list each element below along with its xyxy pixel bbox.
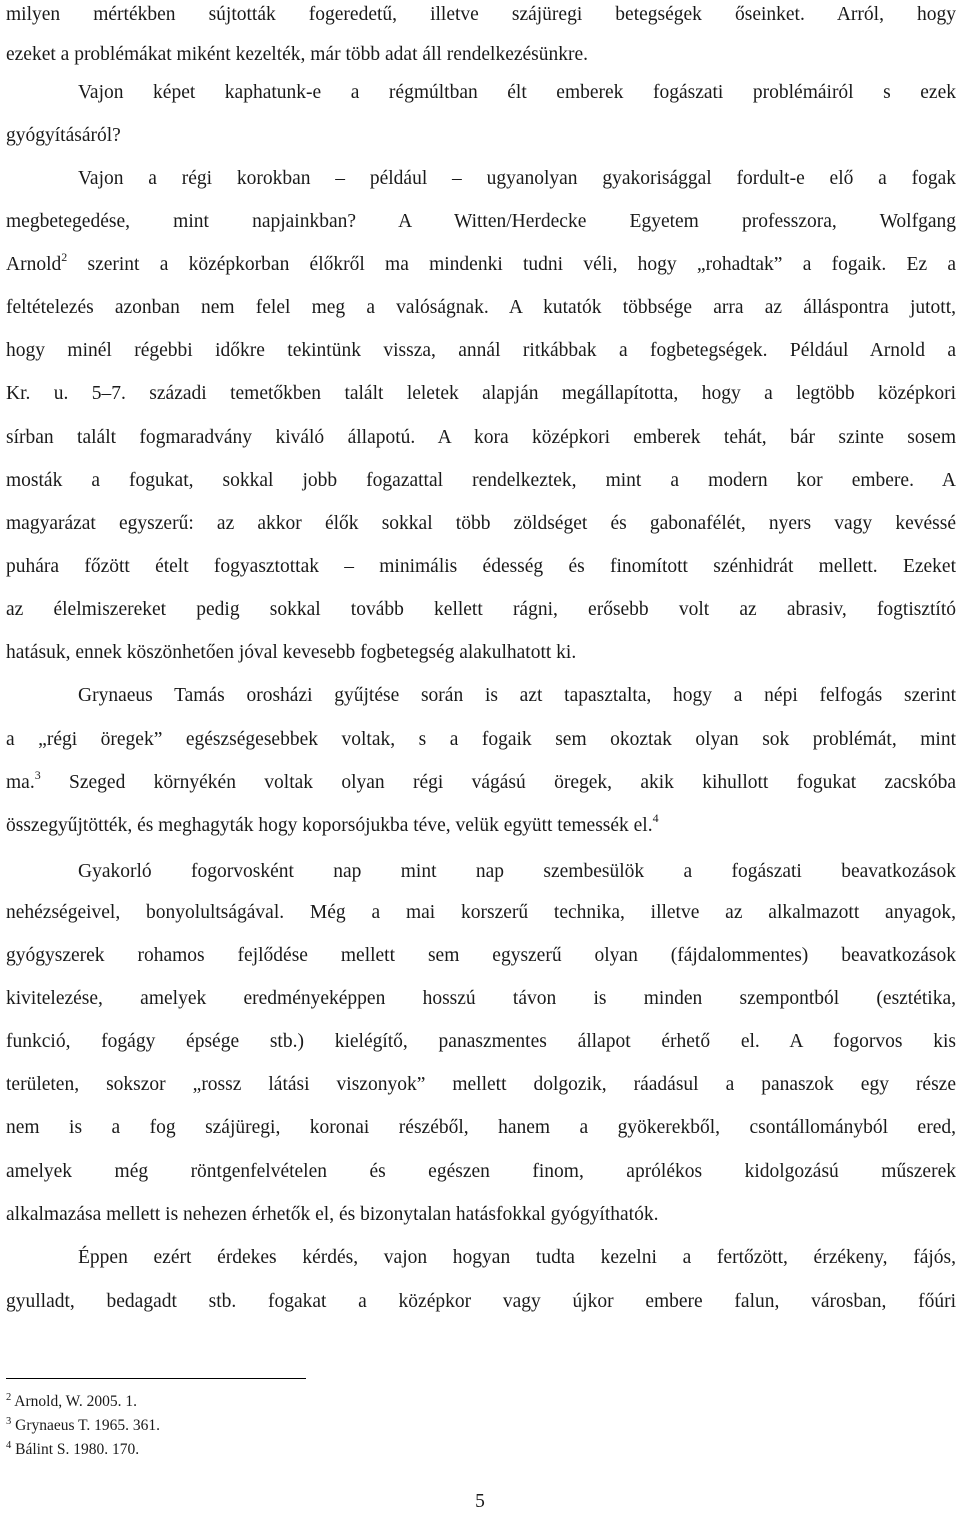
text-line xyxy=(6,250,956,280)
text-line: feltételezés azonban nem felel meg a valóságnak. A kutatók többsége arra az álláspontra jutott, xyxy=(6,297,956,318)
text-line: nem is a fog szájüregi, koronai részéből, hanem a gyökerekből, csontállományból ered, xyxy=(6,1117,956,1138)
text-line: kivitelezése, amelyek eredményeképpen hosszú távon is minden szempontból (esztétika, xyxy=(6,988,956,1009)
text-line: területen, sokszor „rossz látási viszonyok” mellett dolgozik, ráadásul a panaszok egy része xyxy=(6,1074,956,1095)
text-line: megbetegedése, mint napjainkban? A Witten/Herdecke Egyetem professzora, Wolfgang xyxy=(6,211,956,232)
text-line: Kr. u. 5–7. századi temetőkben talált leletek alapján megállapította, hogy a legtöbb középkori xyxy=(6,383,956,404)
text-line: ezeket a problémákat miként kezelték, már több adat áll rendelkezésünkre. xyxy=(6,44,589,65)
text-line: alkalmazása mellett is nehezen érhetők el, és bizonytalan hatásfokkal gyógyíthatók. xyxy=(6,1204,659,1225)
text-segment: Szeged környékén voltak olyan régi vágású öregek, akik kihullott fogukat zacskóba xyxy=(40,772,956,793)
text-line: Vajon a régi korokban – például – ugyanolyan gyakorisággal fordult-e elő a fogak xyxy=(78,168,956,189)
text-line: Grynaeus Tamás orosházi gyűjtése során is azt tapasztalta, hogy a népi felfogás szerint xyxy=(78,685,956,706)
text-line: puhára főzött ételt fogyasztottak – minimális édesség és finomított szénhidrát mellett. Ezeket xyxy=(6,556,956,577)
text-line: a „régi öregek” egészségesebbek voltak, s a fogaik sem okoztak olyan sok problémát, mint xyxy=(6,729,956,750)
text-line xyxy=(6,768,956,798)
footnote-text: Grynaeus T. 1965. 361. xyxy=(15,1417,161,1434)
text-line: hogy minél régebbi időkre tekintünk vissza, annál ritkábbak a fogbetegségek. Például Arnold a xyxy=(6,340,956,361)
footnote-text: Bálint S. 1980. 170. xyxy=(15,1441,140,1458)
text-line: amelyek még röntgenfelvételen és egészen finom, aprólékos kidolgozású műszerek xyxy=(6,1161,956,1182)
text-line: Éppen ezért érdekes kérdés, vajon hogyan tudta kezelni a fertőzött, érzékeny, fájós, xyxy=(78,1247,956,1268)
footnote-number: 3 xyxy=(6,1416,12,1427)
footnote-reference[interactable]: 2 xyxy=(61,250,68,264)
text-line: sírban talált fogmaradvány kiváló állapotú. A kora középkori emberek tehát, bár szinte sosem xyxy=(6,427,956,448)
footnote xyxy=(6,1440,139,1460)
text-line: gyógyításáról? xyxy=(6,125,121,146)
footnote xyxy=(6,1392,137,1412)
footnote-number: 4 xyxy=(6,1440,12,1451)
footnote-reference[interactable]: 3 xyxy=(34,768,41,782)
text-line: milyen mértékben sújtották fogeredetű, illetve szájüregi betegségek őseinket. Arról, hogy xyxy=(6,4,956,25)
text-segment: szerint a középkorban élőkről ma mindenki tudni véli, hogy „rohadtak” a fogaik. Ez a xyxy=(67,254,956,275)
footnote-text: Arnold, W. 2005. 1. xyxy=(14,1393,137,1410)
text-line: az élelmiszereket pedig sokkal tovább kellett rágni, erősebb volt az abrasiv, fogtisztító xyxy=(6,599,956,620)
footnote xyxy=(6,1416,160,1436)
text-line xyxy=(6,811,956,841)
text-line: magyarázat egyszerű: az akkor élők sokkal több zöldséget és gabonafélét, nyers vagy kevéssé xyxy=(6,513,956,534)
text-line: hatásuk, ennek köszönhetően jóval kevesebb fogbetegség alakulhatott ki. xyxy=(6,642,577,663)
text-segment: Arnold xyxy=(6,254,62,275)
text-line: gyulladt, bedagadt stb. fogakat a középkor vagy újkor embere falun, városban, főúri xyxy=(6,1291,956,1312)
text-line: nehézségeivel, bonyolultságával. Még a mai korszerű technika, illetve az alkalmazott anyagok, xyxy=(6,902,956,923)
text-line: gyógyszerek rohamos fejlődése mellett sem egyszerű olyan (fájdalommentes) beavatkozások xyxy=(6,945,956,966)
text-segment: ma. xyxy=(6,772,35,793)
text-line: Gyakorló fogorvosként nap mint nap szembesülök a fogászati beavatkozások xyxy=(78,861,956,882)
page-number: 5 xyxy=(475,1491,485,1512)
footnote-number: 2 xyxy=(6,1392,12,1403)
footnote-reference[interactable]: 4 xyxy=(652,811,659,825)
text-line: Vajon képet kaphatunk-e a régmúltban élt emberek fogászati problémáiról s ezek xyxy=(78,82,956,103)
text-line: mosták a fogukat, sokkal jobb fogazattal rendelkeztek, mint a modern kor embere. A xyxy=(6,470,956,491)
text-segment: összegyűjtötték, és meghagyták hogy koporsójukba téve, velük együtt temessék el. xyxy=(6,815,653,836)
text-line: funkció, fogágy épsége stb.) kielégítő, panaszmentes állapot érhető el. A fogorvos kis xyxy=(6,1031,956,1052)
footnote-separator xyxy=(6,1378,306,1379)
